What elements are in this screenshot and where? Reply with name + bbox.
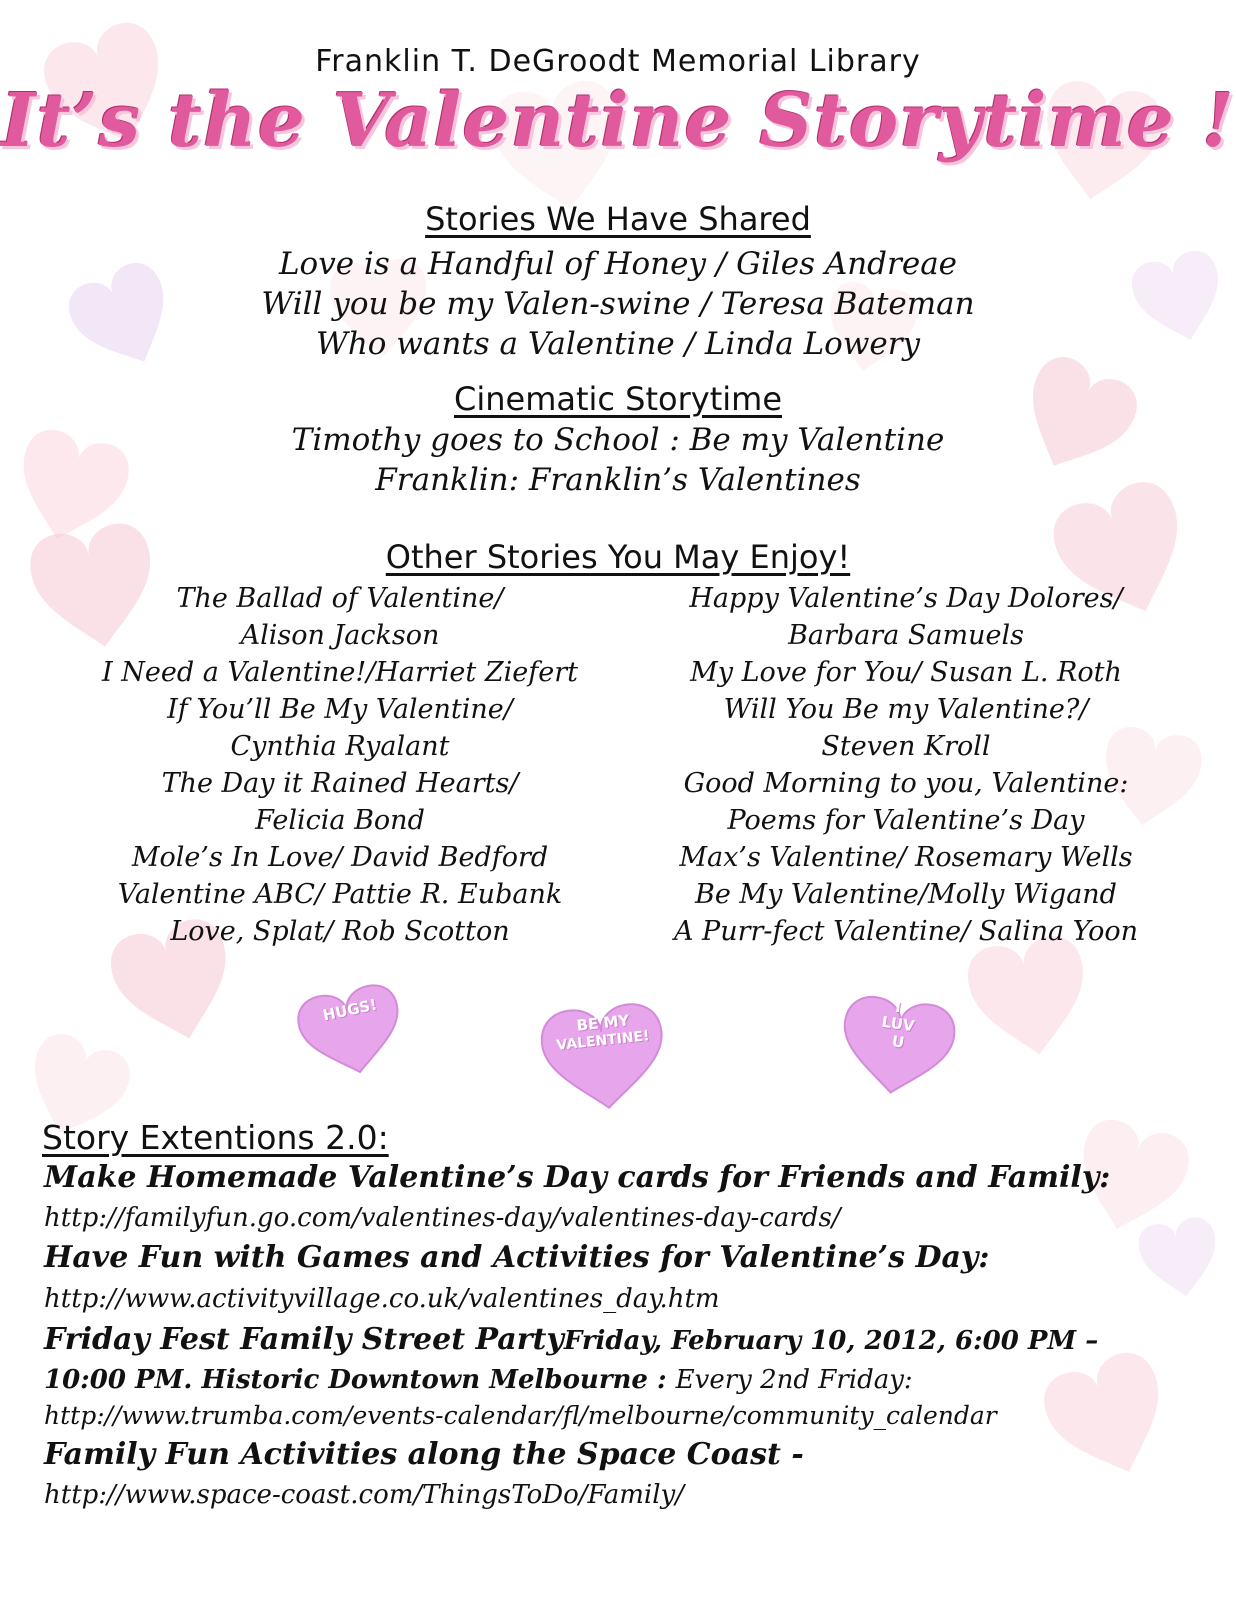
cards-link[interactable]: http://familyfun.go.com/valentines-day/valentines-day-cards/ (44, 1203, 841, 1233)
candy-heart-text: LUV (880, 1012, 916, 1036)
fest-label: Friday Fest Family Street Party (44, 1322, 564, 1357)
cinematic-heading (0, 380, 1236, 418)
shared-story: Love is a Handful of Honey / Giles Andreae (278, 246, 958, 282)
candy-heart-text: HUGS! (321, 995, 379, 1025)
cinematic-item: Franklin: Franklin’s Valentines (375, 462, 861, 498)
games-label: Have Fun with Games and Activities for Valentine’s Day: (44, 1240, 990, 1275)
extensions-heading: Story Extentions 2.0: (42, 1118, 389, 1157)
fest-date: Friday, February 10, 2012, 6:00 PM – (563, 1326, 1099, 1356)
space-coast-link[interactable]: http://www.space-coast.com/ThingsToDo/Family/ (44, 1480, 685, 1510)
candy-heart-text: U (890, 1032, 906, 1052)
list-item: Felicia Bond (255, 805, 425, 836)
list-item: Valentine ABC/ Pattie R. Eubank (117, 879, 563, 910)
list-item: The Ballad of Valentine/ (176, 583, 504, 614)
list-item: Poems for Valentine’s Day (727, 805, 1085, 836)
candy-heart-hugs (295, 975, 405, 1075)
list-item: My Love for You/ Susan L. Roth (690, 657, 1122, 688)
list-item: Cynthia Ryalant (230, 731, 450, 762)
list-item: Steven Kroll (821, 731, 991, 762)
list-item: Love, Splat/ Rob Scotton (170, 916, 510, 947)
list-item: The Day it Rained Hearts/ (161, 768, 519, 799)
page-title: It’s the Valentine Storytime ! (0, 78, 1236, 164)
fest-link[interactable]: http://www.trumba.com/events-calendar/fl/melbourne/community_calendar (44, 1401, 997, 1430)
list-item: Barbara Samuels (788, 620, 1024, 651)
space-coast-label: Family Fun Activities along the Space Coast - (44, 1437, 804, 1472)
other-stories-right-column (636, 580, 1176, 950)
other-heading-text: Other Stories You May Enjoy! (385, 538, 851, 576)
list-item: Good Morning to you, Valentine: (683, 768, 1129, 799)
list-item: A Purr-fect Valentine/ Salina Yoon (673, 916, 1139, 947)
library-name: Franklin T. DeGroodt Memorial Library (315, 44, 921, 79)
candy-heart-text: BE MY (575, 1011, 631, 1035)
shared-story: Will you be my Valen-swine / Teresa Bateman (261, 286, 975, 322)
shared-heading-text: Stories We Have Shared (425, 200, 811, 238)
list-item: Happy Valentine’s Day Dolores/ (689, 583, 1123, 614)
list-item: Mole’s In Love/ David Bedford (131, 842, 549, 873)
fest-line-2 (44, 1365, 913, 1395)
list-item: Max’s Valentine/ Rosemary Wells (679, 842, 1133, 873)
cinematic-item: Timothy goes to School : Be my Valentine (291, 422, 945, 458)
cinematic-heading-text: Cinematic Storytime (453, 380, 782, 418)
candy-heart-text: VALENTINE! (555, 1028, 651, 1054)
shared-story: Who wants a Valentine / Linda Lowery (315, 326, 921, 362)
list-item: Alison Jackson (240, 620, 440, 651)
games-link[interactable]: http://www.activityvillage.co.uk/valentines_day.htm (44, 1284, 720, 1314)
shared-heading (0, 200, 1236, 238)
candy-heart-be-my-valentine (538, 990, 668, 1110)
other-stories-left-column (60, 580, 620, 950)
other-heading (0, 538, 1236, 576)
fest-recurrence: Every 2nd Friday: (675, 1365, 913, 1395)
list-item: I Need a Valentine!/Harriet Ziefert (102, 657, 578, 688)
list-item: Be My Valentine/Molly Wigand (695, 879, 1117, 910)
fest-line (44, 1322, 1098, 1357)
list-item: If You’ll Be My Valentine/ (167, 694, 513, 725)
list-item: Will You Be my Valentine?/ (723, 694, 1089, 725)
candy-heart-i-luv-u (838, 985, 958, 1095)
cards-label: Make Homemade Valentine’s Day cards for Friends and Family: (44, 1160, 1111, 1195)
fest-time-place: 10:00 PM. Historic Downtown Melbourne : (44, 1365, 676, 1395)
candy-heart-text: I (894, 999, 902, 1017)
